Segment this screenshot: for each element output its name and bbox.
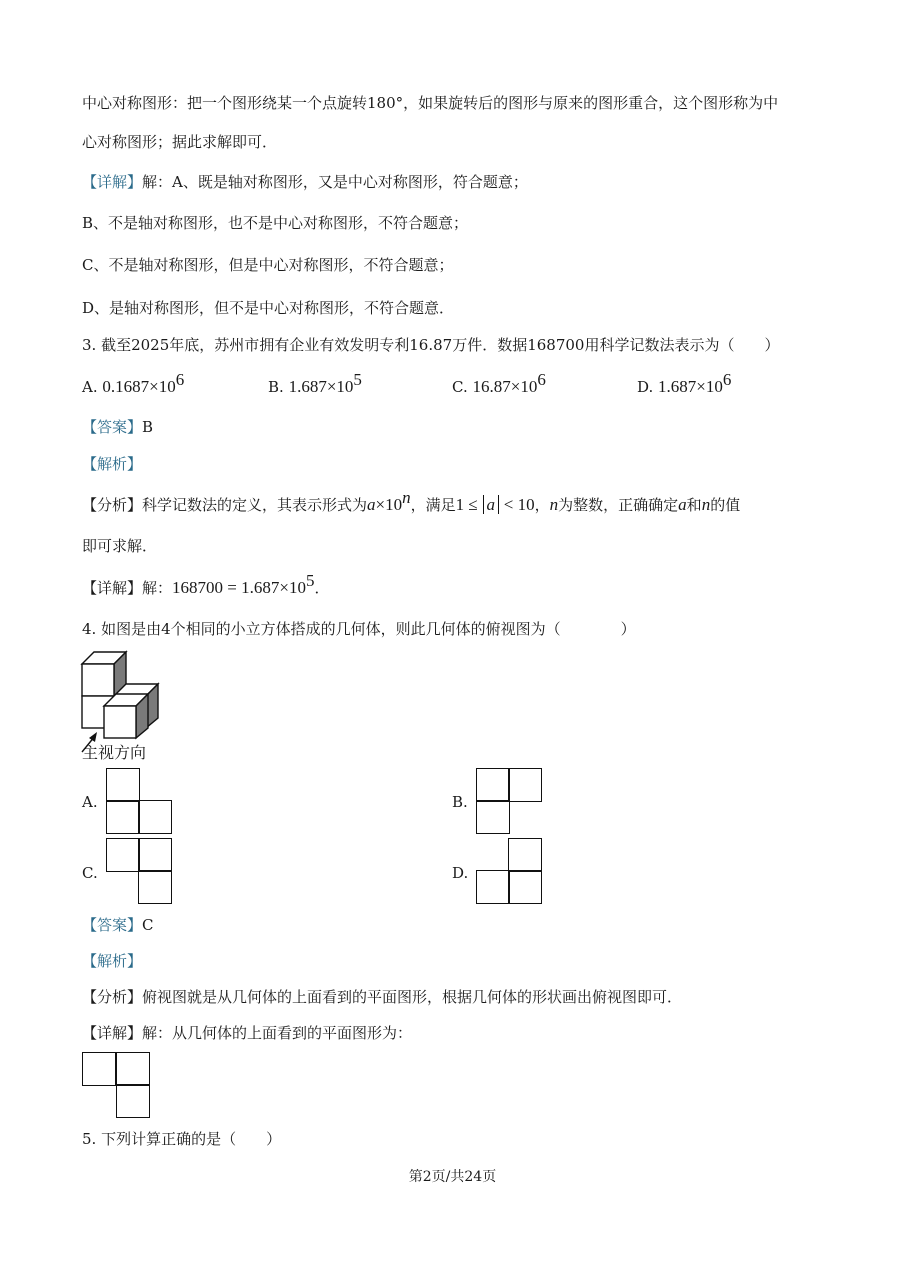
option-mantissa: 16.87×10 <box>472 377 538 396</box>
question-4-stem: 4. 如图是由4个相同的小立方体搭成的几何体，则此几何体的俯视图为（ ） <box>82 620 636 638</box>
math-times-ten: ×10 <box>375 495 403 514</box>
option-label: C. <box>452 378 468 396</box>
q2-detail-c: C、不是轴对称图形，但是中心对称图形，不符合题意； <box>82 256 454 274</box>
option-exponent: 6 <box>537 370 546 389</box>
grid-square <box>508 768 542 802</box>
fenxi-text: 科学记数法的定义，其表示形式为 <box>142 496 368 514</box>
question-3-stem: 3. 截至2025年底，苏州市拥有企业有效发明专利16.87万件．数据168700用科学记数法表示为（ ） <box>82 336 780 354</box>
option-label: A. <box>82 378 98 396</box>
q2-detail-d: D、是轴对称图形，但不是中心对称图形，不符合题意． <box>82 299 455 317</box>
detail-text: 解：从几何体的上面看到的平面图形为： <box>142 1024 413 1042</box>
fenxi-text: ， <box>534 496 550 514</box>
grid-square <box>138 838 172 872</box>
option-exponent: 5 <box>353 370 362 389</box>
grid-square <box>106 800 140 834</box>
q3-analysis-tag: 【解析】 <box>82 455 143 473</box>
cube-front-face <box>104 706 136 738</box>
detail-tag: 【详解】 <box>82 173 143 191</box>
q4-detail <box>82 1022 412 1044</box>
grid-square <box>106 838 140 872</box>
q3-fenxi <box>82 488 741 516</box>
q3-fenxi-line2: 即可求解． <box>82 537 158 555</box>
grid-square <box>106 768 140 802</box>
grid-square <box>138 870 172 904</box>
q3-option-d <box>637 370 732 398</box>
math-ineq-right: < 10 <box>503 495 535 514</box>
q4-option-d-label: D. <box>452 864 469 882</box>
fenxi-text: 俯视图就是从几何体的上面看到的平面图形，根据几何体的形状画出俯视图即可． <box>142 988 683 1006</box>
grid-square <box>138 800 172 834</box>
grid-square <box>116 1084 150 1118</box>
detail-prefix: 解： <box>142 579 173 597</box>
option-mantissa: 1.687×10 <box>288 377 354 396</box>
grid-square <box>508 838 542 872</box>
answer-value: C <box>142 916 154 934</box>
grid-square <box>476 800 510 834</box>
math-exp-n: n <box>402 488 411 507</box>
fenxi-text: ，满足 <box>410 496 456 514</box>
q2-detail-a <box>82 171 528 193</box>
answer-tag: 【答案】 <box>82 418 143 436</box>
grid-square <box>508 870 542 904</box>
text-line: 心对称图形；据此求解即可． <box>82 133 278 151</box>
detail-expression: 168700 = 1.687×10 <box>172 578 306 597</box>
math-a: a <box>367 495 376 514</box>
option-mantissa: 0.1687×10 <box>102 377 176 396</box>
q3-option-a <box>82 370 185 398</box>
q3-option-b <box>268 370 362 398</box>
grid-square <box>476 870 510 904</box>
grid-square <box>82 1052 116 1086</box>
q2-detail-b: B、不是轴对称图形，也不是中心对称图形，不符合题意； <box>82 214 469 232</box>
page-footer: 第2页/共24页 <box>408 1169 497 1185</box>
math-n: n <box>549 495 559 514</box>
q4-fenxi <box>82 986 682 1008</box>
answer-tag: 【答案】 <box>82 916 143 934</box>
option-label: D. <box>637 378 654 396</box>
math-a: a <box>678 495 687 514</box>
view-direction-label: 主视方向 <box>82 743 147 762</box>
q4-analysis-tag: 【解析】 <box>82 952 143 970</box>
math-ineq-left: 1 ≤ <box>455 495 478 514</box>
option-mantissa: 1.687×10 <box>658 377 723 396</box>
detail-tag: 【详解】 <box>82 1024 143 1042</box>
answer-value: B <box>142 418 154 436</box>
fenxi-tag: 【分析】 <box>82 496 143 514</box>
detail-period: ． <box>314 579 330 597</box>
grid-square <box>116 1052 150 1086</box>
math-n: n <box>701 495 711 514</box>
q4-answer <box>82 914 154 936</box>
detail-tag: 【详解】 <box>82 579 143 597</box>
cube-front-face <box>82 664 114 696</box>
q3-answer <box>82 416 153 438</box>
fenxi-text: 的值 <box>710 496 741 514</box>
question-5-stem: 5. 下列计算正确的是（ ） <box>82 1130 282 1148</box>
option-exponent: 6 <box>175 370 185 389</box>
q4-option-a-label: A. <box>82 793 98 811</box>
detail-text: 解：A、既是轴对称图形，又是中心对称图形，符合题意； <box>142 173 528 191</box>
fenxi-text: 和 <box>686 496 702 514</box>
detail-exponent: 5 <box>305 571 315 590</box>
fenxi-tag: 【分析】 <box>82 988 143 1006</box>
math-abs-a: a <box>483 495 500 514</box>
option-label: B. <box>268 378 284 396</box>
q4-option-b-label: B. <box>452 793 468 811</box>
fenxi-text: 为整数，正确确定 <box>558 496 679 514</box>
text-line: 中心对称图形：把一个图形绕某一个点旋转180°，如果旋转后的图形与原来的图形重合，这个图形称为中 <box>82 94 779 112</box>
q4-option-c-label: C. <box>82 864 98 882</box>
q3-option-c <box>452 370 546 398</box>
q3-detail <box>82 571 330 599</box>
grid-square <box>476 768 510 802</box>
option-exponent: 6 <box>722 370 732 389</box>
